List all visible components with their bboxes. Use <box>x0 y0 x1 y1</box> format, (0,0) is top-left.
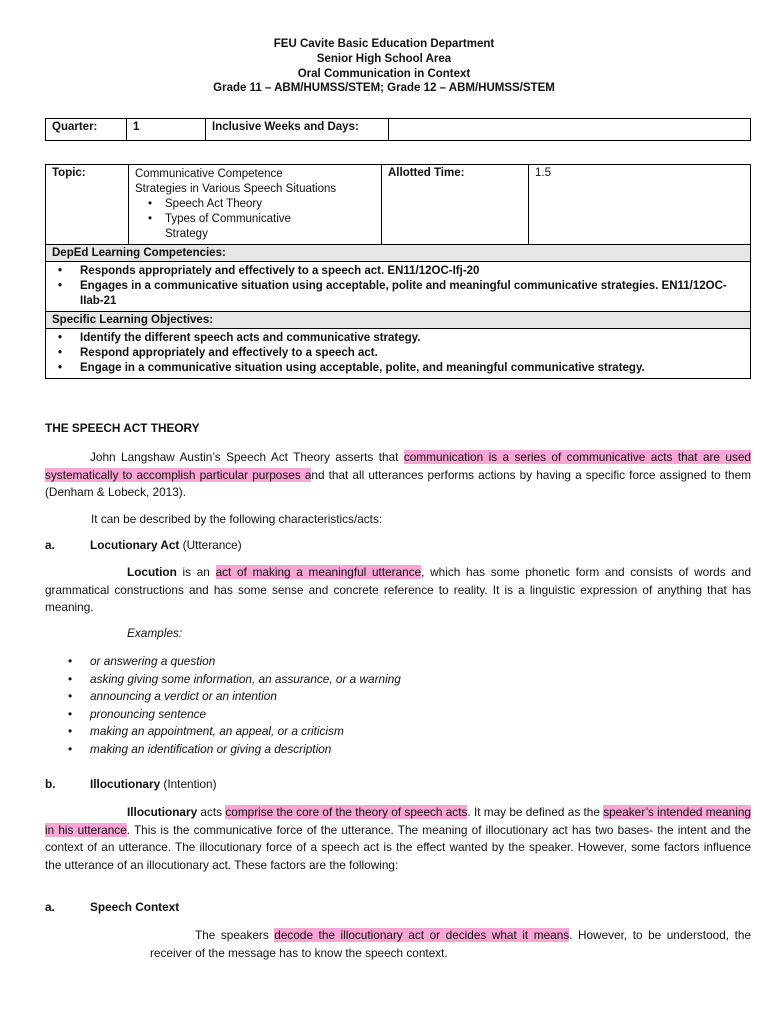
topic-line: Communicative Competence <box>135 168 283 180</box>
topic-label: Topic: <box>46 165 129 245</box>
intro-paragraph: John Langshaw Austin’s Speech Act Theory asserts that communication is a series of communicative acts that are used systematically to accomplish particular purposes and that all utterances performs actions by having a specific force assigned to them (Denham & Lobeck, 2013). <box>45 450 751 499</box>
speech-context-paragraph: The speakers decode the illocutionary act or decides what it means. However, to be understood, the receiver of the message has to know the speech context. <box>150 928 751 960</box>
highlight: decode the illocutionary act or decides what it means <box>274 928 570 942</box>
grade-title: Grade 11 – ABM/HUMSS/STEM; Grade 12 – ABM/HUMSS/STEM <box>213 82 555 95</box>
list-item: • Identify the different speech acts and communicative strategy. <box>80 331 744 346</box>
competencies-label: DepEd Learning Competencies: <box>46 245 751 262</box>
locution-paragraph: Locution is an act of making a meaningful utterance, which has some phonetic form and consists of words and grammatical constructions and has some sense and concrete reference to reality. It is a linguistic expression of anything that has meaning. <box>45 565 752 614</box>
list-item: • Engages in a communicative situation using acceptable, polite and meaningful communicative strategies. EN11/12OC-IIab-21 <box>80 279 744 309</box>
objectives-label: Specific Learning Objectives: <box>46 312 751 329</box>
list-item: • asking giving some information, an assurance, or a warning <box>90 671 768 689</box>
weeks-value <box>389 119 751 141</box>
topic-line: Strategies in Various Speech Situations <box>135 183 337 195</box>
list-item: • Types of Communicative Strategy <box>165 212 315 242</box>
examples-list <box>45 653 768 759</box>
area-title: Senior High School Area <box>316 52 452 65</box>
speech-context-heading: a. Speech Context <box>45 900 180 914</box>
topic-bullets <box>135 197 375 242</box>
quarter-value: 1 <box>127 119 206 141</box>
competencies-cell <box>46 262 751 312</box>
allotted-value: 1.5 <box>529 165 751 245</box>
list-item: • Responds appropriately and effectively to a speech act. EN11/12OC-Ifj-20 <box>80 264 744 279</box>
course-title: Oral Communication in Context <box>297 67 471 80</box>
list-item: • Respond appropriately and effectively to a speech act. <box>80 346 744 361</box>
list-item: • or answering a question <box>90 653 768 671</box>
list-item: • announcing a verdict or an intention <box>90 688 768 706</box>
list-item: • making an identification or giving a description <box>90 741 768 759</box>
department-title: FEU Cavite Basic Education Department <box>273 38 495 50</box>
illocutionary-paragraph: Illocutionary acts comprise the core of the theory of speech acts. It may be defined as the speaker’s intended meaning in his utterance. This is the communicative force of the utterance. The meaning of illocutionary act has two bases- the intent and the context of an utterance. The illocutionary force of a speech act is the effect wanted by the speaker. However, some factors influence the utterance of an illocutionary act. These factors are the following: <box>45 805 751 872</box>
list-item: • pronouncing sentence <box>90 706 768 724</box>
characteristics-text: It can be described by the following characteristics/acts: <box>91 512 383 526</box>
weeks-label: Inclusive Weeks and Days: <box>206 119 389 141</box>
objectives-cell <box>46 329 751 379</box>
list-item: • making an appointment, an appeal, or a criticism <box>90 723 768 741</box>
allotted-label: Allotted Time: <box>382 165 529 245</box>
highlight: act of making a meaningful utterance <box>215 565 422 579</box>
competencies-list <box>52 264 744 309</box>
competency-code: EN11/12OC-IIab-21 <box>80 280 727 307</box>
topic-cell <box>129 165 382 245</box>
quarter-table <box>45 118 751 141</box>
highlight: comprise the core of the theory of speech acts <box>225 805 468 819</box>
highlight: speaker’s intended meaning in his utterance <box>45 805 751 837</box>
list-item: • Engage in a communicative situation using acceptable, polite, and meaningful communicative strategy. <box>80 361 744 376</box>
locutionary-heading: a. Locutionary Act (Utterance) <box>45 538 242 552</box>
examples-label: Examples: <box>127 626 183 640</box>
topic-table <box>45 164 751 379</box>
quarter-label: Quarter: <box>46 119 127 141</box>
section-title: THE SPEECH ACT THEORY <box>45 421 200 435</box>
competency-code: EN11/12OC-Ifj-20 <box>387 265 480 277</box>
objectives-list <box>52 331 744 376</box>
document-header <box>0 37 768 96</box>
highlight: communication is a series of communicative acts that are used systematically to accomplish particular purposes a <box>45 450 751 482</box>
illocutionary-heading: b. Illocutionary (Intention) <box>45 777 217 791</box>
list-item: • Speech Act Theory <box>165 197 375 212</box>
